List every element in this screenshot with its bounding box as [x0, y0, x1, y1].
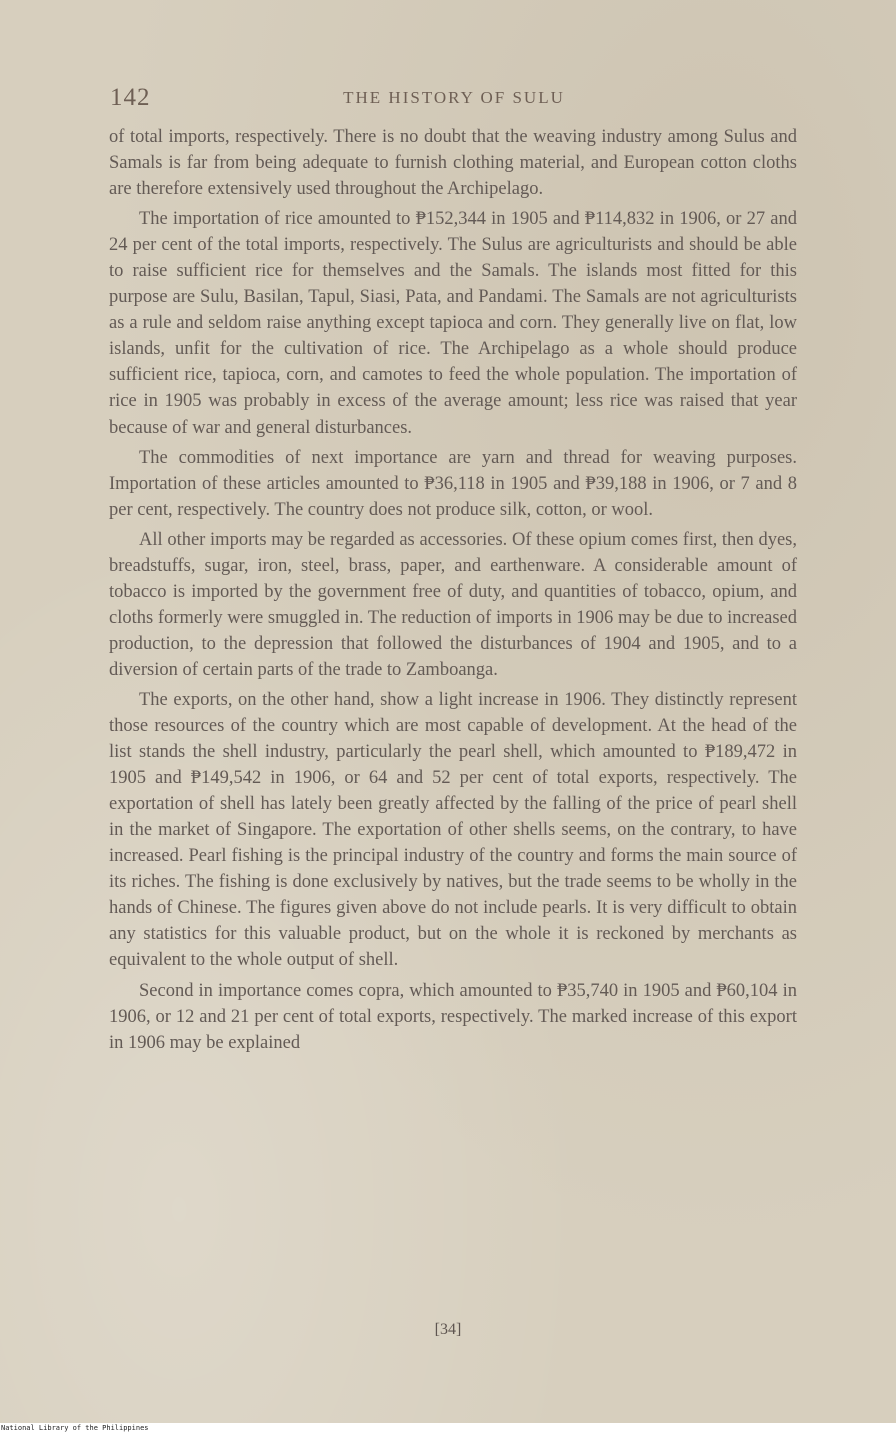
paragraph-other-imports: All other imports may be regarded as accessories. Of these opium comes first, then dyes, breadstuffs, sugar, iron, steel, brass, paper, and earthenware. A considerable amount of tobacco is imported by the government free of duty, and quantities of tobacco, opium, and cloths formerly were smuggled in. The reduction of imports in 1906 may be due to increased production, to the depression that followed the disturbances of 1904 and 1905, and to a diversion of certain parts of the trade to Zamboanga.	[109, 529, 797, 680]
paragraph-continuation: of total imports, respectively. There is no doubt that the weaving industry among Sulus and Samals is far from being adequate to furnish clothing material, and European cotton cloths are therefore extensively used throughout the Archipelago.	[109, 127, 797, 200]
paragraph-copra: Second in importance comes copra, which amounted to ₱35,740 in 1905 and ₱60,104 in 1906, or 12 and 21 per cent of total exports, respectively. The marked increase of this export in 1906 may be explained	[109, 980, 797, 1053]
paragraph-yarn-thread: The commodities of next importance are yarn and thread for weaving purposes. Importation of these articles amounted to ₱36,118 in 1905 and ₱39,188 in 1906, or 7 and 8 per cent, respectively. The country does not produce silk, cotton, or wool.	[109, 447, 797, 520]
page-number: 142	[110, 84, 151, 111]
paragraph-rice-imports: The importation of rice amounted to ₱152,344 in 1905 and ₱114,832 in 1906, or 27 and 24 per cent of the total imports, respectively. The Sulus are agriculturists and should be able to raise sufficient rice for themselves and the Samals. The islands most fitted for this purpose are Sulu, Basilan, Tapul, Siasi, Pata, and Pandami. The Samals are not agriculturists as a rule and seldom raise anything except tapioca and corn. They generally live on flat, low islands, unfit for the cultivation of rice. The Archipelago as a whole should produce sufficient rice, tapioca, corn, and camotes to feed the whole population. The importation of rice in 1905 was probably in excess of the average amount; less rice was raised that year because of war and general disturbances.	[109, 209, 797, 438]
folio-number: [34]	[434, 1321, 462, 1338]
paragraph-exports-shell: The exports, on the other hand, show a light increase in 1906. They distinctly represent those resources of the country which are most capable of development. At the head of the list stands the shell industry, particularly the pearl shell, which amounted to ₱189,472 in 1905 and ₱149,542 in 1906, or 64 and 52 per cent of total exports, respectively. The exportation of shell has lately been greatly affected by the falling of the price of pearl shell in the market of Singapore. The exportation of other shells seems, on the contrary, to have increased. Pearl fishing is the principal industry of the country and forms the main source of its riches. The fishing is done exclusively by natives, but the trade seems to be wholly in the hands of Chinese. The figures given above do not include pearls. It is very difficult to obtain any statistics for this valuable product, but on the whole it is reckoned by merchants as equivalent to the whole output of shell.	[109, 689, 797, 971]
library-credit: National Library of the Philippines	[1, 1424, 149, 1432]
running-title: THE HISTORY OF SULU	[343, 88, 565, 107]
footer-strip	[0, 1423, 896, 1433]
body-text	[109, 124, 797, 1060]
page-header	[110, 84, 798, 114]
